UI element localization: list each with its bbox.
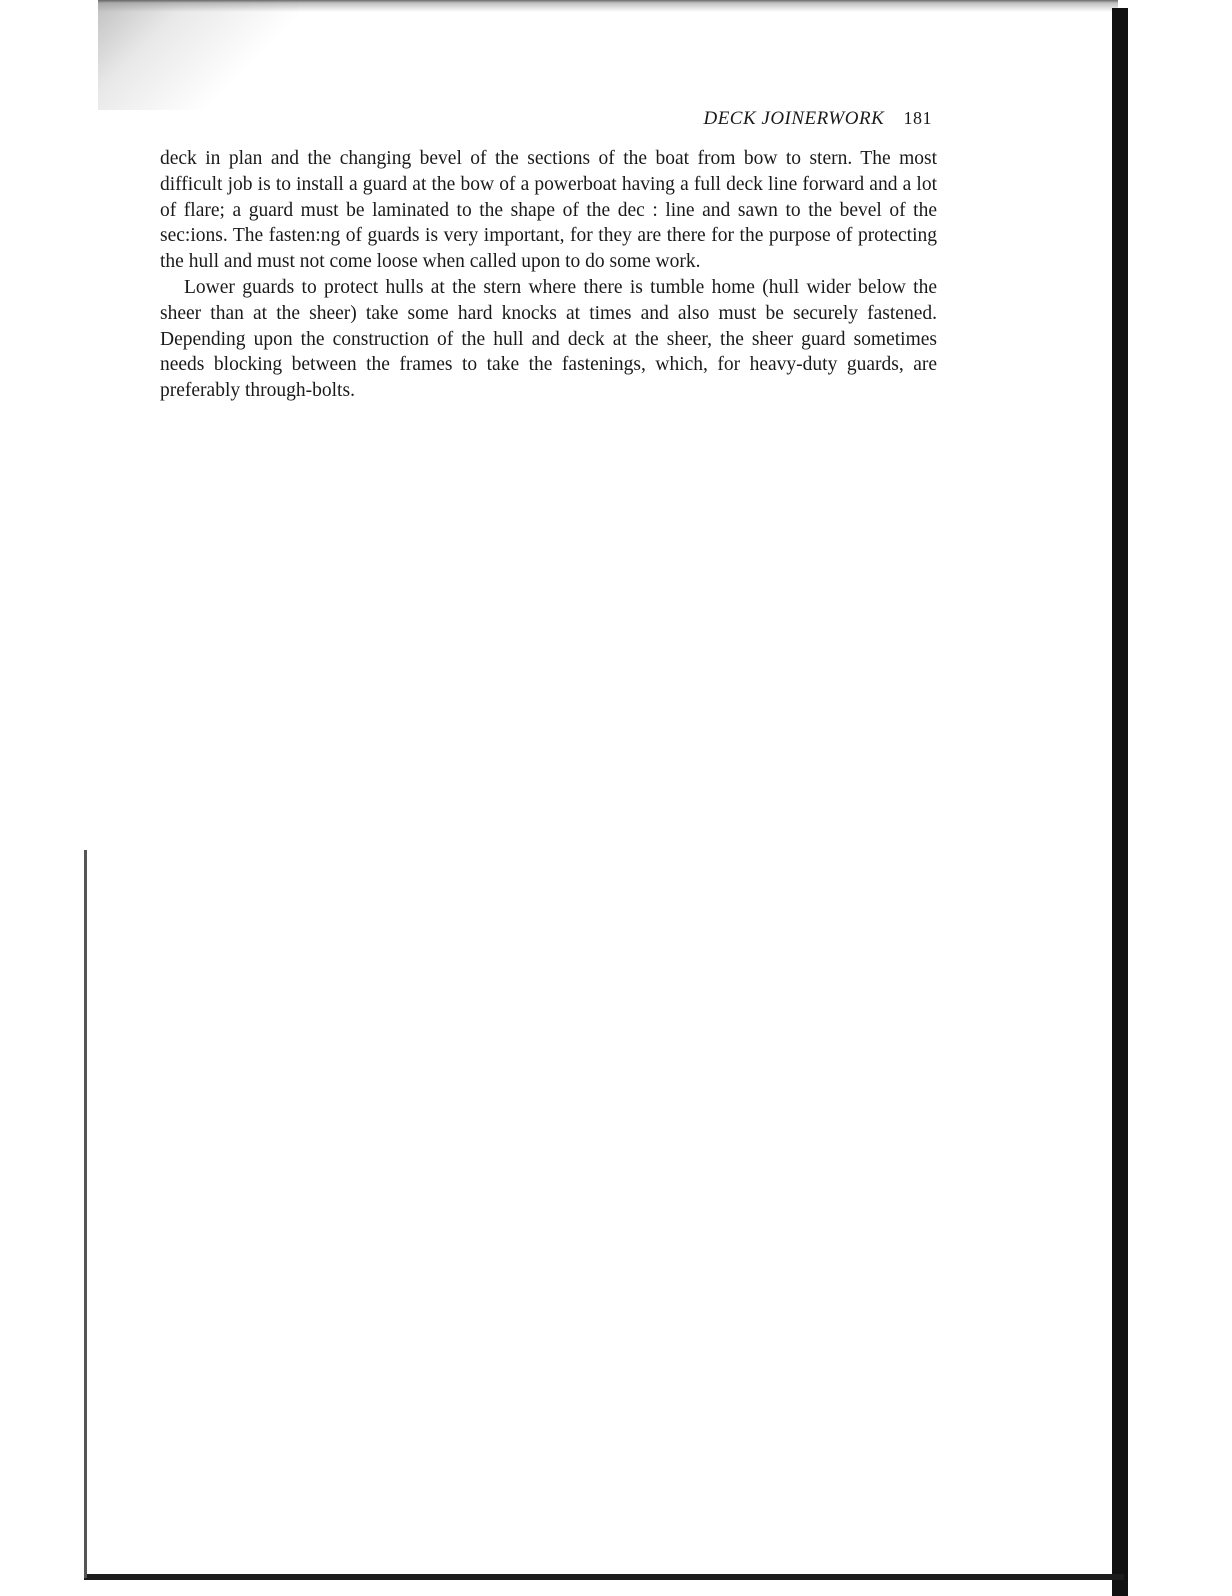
paragraph-2: Lower guards to protect hulls at the stern where there is tumble home (hull wider below the sheer than at the sheer) take some hard knocks at times and also must be securely fastened. Depending upon the construction of the hull and deck at the sheer, the sheer guard sometimes needs blocking between the frames to take the fastenings, which, for heavy-duty guards, are preferably through-bolts. — [160, 276, 937, 402]
scan-smudge — [98, 0, 298, 110]
page-number: 181 — [903, 108, 932, 128]
body-text — [160, 146, 937, 404]
page-edge-right — [1112, 8, 1128, 1596]
running-head — [620, 108, 932, 130]
running-head-section: DECK JOINERWORK — [703, 108, 885, 129]
page-edge-top — [98, 0, 1118, 12]
paragraph-1: deck in plan and the changing bevel of the sections of the boat from bow to stern. The most difficult job is to install a guard at the bow of a powerboat having a full deck line forward and a lot of flare; a guard must be laminated to the shape of the dec : line and sawn to the bevel of the sec:ions. The fasten:ng of guards is very important, for they are there for the purpose of protecting the hull and must not come loose when called upon to do some work. — [160, 148, 937, 273]
page-edge-left — [84, 850, 87, 1578]
page-edge-bottom — [84, 1574, 1124, 1580]
